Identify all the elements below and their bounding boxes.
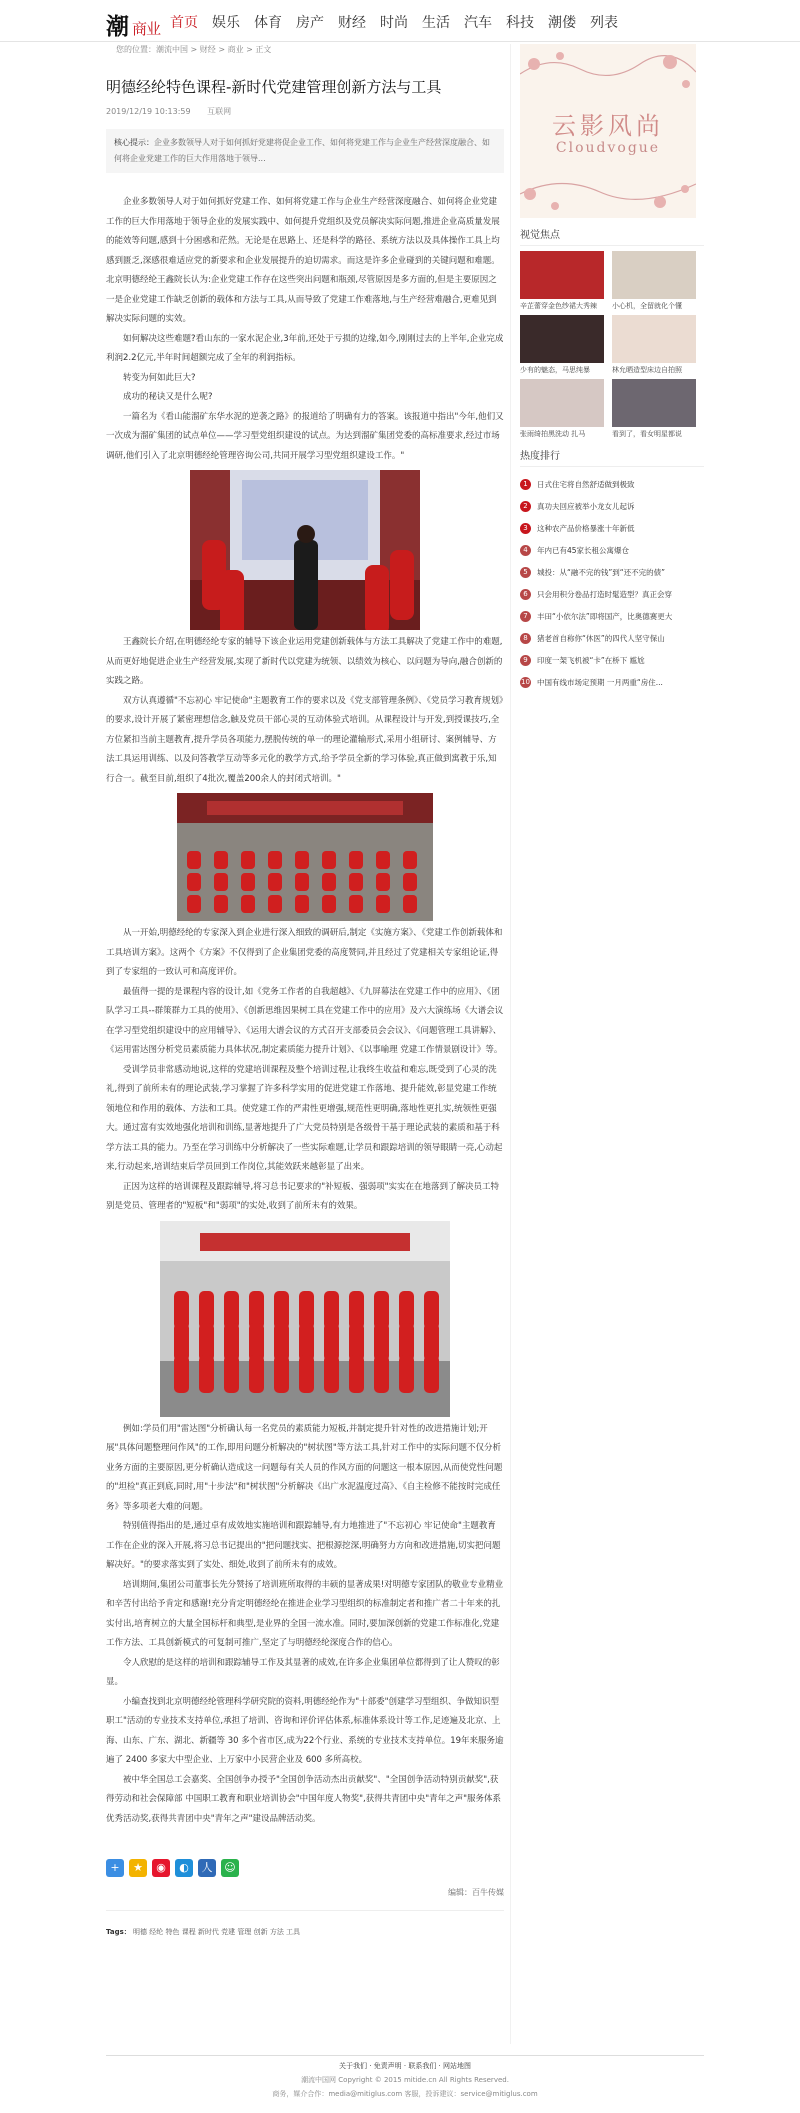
nav-item[interactable]: 体育 xyxy=(254,15,282,31)
banner-title: 云影风尚 xyxy=(552,112,664,140)
article-paragraph: 从一开始,明德经纶的专家深入到企业进行深入细致的调研后,制定《实施方案》、《党建工作创新载体和工具培训方案》。这两个《方案》不仅得到了企业集团党委的高度赞同,并且经过了党建相关专家组论证,得到了专家组的一致认可和高度评价。 xyxy=(106,928,503,977)
visual-focus-caption: 辛芷蕾穿金色纱裙大秀辣 xyxy=(520,302,597,310)
article-paragraph: 培训期间,集团公司董事长先分赞扬了培训班所取得的丰硕的显著成果!对明德专家团队的敬业专业精业和辛苦付出给予肯定和感谢!充分肯定明德经纶在推进企业学习型组织的标准制定者和推广者二十年来的扎实付出,培育树立的大量全国标杆和典型,是业界的全国一流水准。同时,要加深创新的党建工作标准化,党建工作方法、工具创新模式的可复制可推广,坚定了与明德经纶深度合作的信心。 xyxy=(106,1579,504,1648)
hot-item[interactable] xyxy=(520,583,704,605)
summary-label: 核心提示： xyxy=(114,138,154,147)
visual-focus-card[interactable] xyxy=(612,315,696,375)
hot-item-title: 中国有线市场定预期 一月两重“房住... xyxy=(537,677,663,687)
tags-label: Tags： xyxy=(106,1928,131,1936)
hot-item[interactable] xyxy=(520,517,704,539)
article-paragraph: 一篇名为《看山能溜矿东华水泥的逆袭之路》的报道给了明确有力的答案。该报道中指出"今年,他们又一次成为溜矿集团的试点单位——学习型党组织建设的试点。为达到溜矿集团党委的高标准要求,经过市场调研,他们引入了北京明德经纶管理咨询公司,共同开展学习型党组织建设工作。" xyxy=(106,411,504,461)
visual-focus-photo xyxy=(520,379,604,427)
nav-item[interactable]: 生活 xyxy=(422,15,450,31)
article-editor: 编辑：百牛传媒 xyxy=(448,1888,504,1897)
hot-item[interactable] xyxy=(520,473,704,495)
article-paragraph: 正因为这样的培训课程及跟踪辅导,将习总书记要求的"补短板、强弱项"实实在在地落到了解决员工特别是党员、管理者的"短板"和"弱项"的实处,收到了前所未有的效果。 xyxy=(106,1181,500,1211)
summary-text: 企业多数领导人对于如何抓好党建将促企业工作、如何将党建工作与企业生产经营深度融合、如何将企业党建工作的巨大作用落地于领导... xyxy=(114,138,490,163)
article-source: 互联网 xyxy=(207,107,232,116)
hot-item-title: 真功夫回应被举小龙女儿起诉 xyxy=(537,501,635,511)
main-nav xyxy=(170,12,632,32)
nav-item[interactable]: 首页 xyxy=(170,15,198,31)
visual-focus-card[interactable] xyxy=(520,315,604,375)
visual-focus-photo xyxy=(520,251,604,299)
visual-focus-photo xyxy=(520,315,604,363)
nav-item[interactable]: 列表 xyxy=(590,15,618,31)
share-qzone-icon[interactable]: ★ xyxy=(129,1859,147,1877)
hot-item[interactable] xyxy=(520,671,704,693)
hot-item[interactable] xyxy=(520,627,704,649)
article-date: 2019/12/19 10:13:59 xyxy=(106,107,191,116)
article-paragraph: 王鑫院长介绍,在明德经纶专家的辅导下该企业运用党建创新载体与方法工具解决了党建工作中的难题,从而更好地促进企业生产经营发展,实现了新时代以党建为统领、以绩效为核心、以问题为导向,融合创新的实践之路。 xyxy=(106,637,503,686)
hot-item-title: 日式住宅将自然舒适做到极致 xyxy=(537,479,635,489)
nav-item[interactable]: 潮偻 xyxy=(548,15,576,31)
footer xyxy=(106,2055,704,2101)
share-more-icon[interactable]: + xyxy=(106,1859,124,1877)
visual-focus-photo xyxy=(612,379,696,427)
share-tweibo-icon[interactable]: ◐ xyxy=(175,1859,193,1877)
share-weibo-icon[interactable]: ◉ xyxy=(152,1859,170,1877)
share-renren-icon[interactable]: 人 xyxy=(198,1859,216,1877)
footer-links[interactable]: 关于我们 · 免责声明 · 联系我们 · 网站地图 xyxy=(338,2062,472,2070)
article-summary xyxy=(106,129,504,173)
article-paragraph: 转变为何如此巨大? xyxy=(123,372,196,383)
article-paragraph: 令人欣慰的是这样的培训和跟踪辅导工作及其显著的成效,在许多企业集团单位都得到了让人赞叹的彰显。 xyxy=(106,1657,500,1687)
hot-item-title: 城投：从“融不完的钱”到“还不完的债” xyxy=(537,567,666,577)
share-wechat-icon[interactable]: ☺ xyxy=(221,1859,239,1877)
article-paragraph: 受训学员非常感动地说,这样的党建培训课程及整个培训过程,让我终生收益和难忘,既受到了心灵的洗礼,得到了前所未有的理论武装,学习掌握了许多科学实用的促进党建工作落地、提升能效,彰显党建工作统领地位和作用的载体、方法和工具。使党建工作的严肃性更增强,规范性更明确,落地性更扎实,统领性更强大。通过富有实效地强化培训和训练,显著地提升了广大党员特别是各级骨干基于理论武装的素质和基于科学方法工具的能力。乃至在学习训练中分析解决了一些实际难题,让学员和跟踪培训的领导眼睛一亮,心动起来,行动起来,培训结束后学员回到工作岗位,其能效跃来越彰显了出来。 xyxy=(106,1064,503,1172)
hot-item[interactable] xyxy=(520,495,704,517)
hot-item[interactable] xyxy=(520,561,704,583)
article-paragraph: 如何解决这些难题?看山东的一家水泥企业,3年前,还处于亏损的边缘,如今,刚刚过去的上半年,企业完成利润2.2亿元,半年时间超额完成了全年的利润指标。 xyxy=(106,333,504,363)
article-paragraph: 特别值得指出的是,通过卓有成效地实施培训和跟踪辅导,有力地推进了"不忘初心 牢记使命"主题教育工作在企业的深入开展,将习总书记提出的"把问题找实、把根源挖深,明确努力方向和改进措施,切实把问题解决好。"的要求落实到了实处、细处,收到了前所未有的成效。 xyxy=(106,1521,501,1570)
visual-focus-grid xyxy=(520,251,696,443)
article-photo xyxy=(190,470,420,630)
visual-focus-card[interactable] xyxy=(612,379,696,439)
tags-list[interactable]: 明德 经纶 特色 课程 新时代 党建 管理 创新 方法 工具 xyxy=(133,1928,301,1936)
site-logo[interactable]: 潮商业 xyxy=(106,13,161,40)
hot-item-title: 猪老首自称你“休医”的四代人坚守保山 xyxy=(537,633,665,643)
visual-focus-card[interactable] xyxy=(520,251,604,311)
hot-item-title: 只会用积分卷品打造时髦造型？真正会穿 xyxy=(537,589,672,599)
visual-focus-photo xyxy=(612,315,696,363)
footer-contact: 商务，媒介合作：media@mitiglus.com 客服，投诉建议：service@mitiglus.com xyxy=(272,2090,538,2098)
hot-item-title: 印度一架飞机被“卡”在桥下 尴尬 xyxy=(537,655,645,665)
article-title: 明德经纶特色课程-新时代党建管理创新方法与工具 xyxy=(106,78,442,96)
visual-focus-heading: 视觉焦点 xyxy=(520,226,704,246)
visual-focus-caption: 看到了，看女明星都说 xyxy=(612,430,682,438)
article-paragraph: 成功的秘诀又是什么呢? xyxy=(123,392,213,402)
visual-focus-card[interactable] xyxy=(520,379,604,439)
hot-rank-badge: 10 xyxy=(521,677,530,686)
article-tags xyxy=(106,1910,504,1937)
article-paragraph: 企业多数领导人对于如何抓好党建工作、如何将党建工作与企业生产经营深度融合、如何将企业党建工作的巨大作用落地于领导企业的发展实践中、如何提升党组织及党员解决实际问题,推进企业高质量发展的能效等问题,感到十分困惑和茫然。无论是在思路上、还是科学的路径、系统方法以及具体操作工具上均感到匮乏,深感很难适应党的新要求和企业发展提升的迫切需求。而这是许多企业碰到的关键问题和难题。北京明德经纶王鑫院长认为:企业党建工作存在这些突出问题和瓶颈,尽管原因是多方面的,但是主要原因之一是企业党建工作缺乏创新的载体和方法与工具,从而导致了党建工作难落地,与生产经营难融合,更难见到解决实际问题的实效。 xyxy=(106,197,500,324)
banner-subtitle: Cloudvogue xyxy=(555,140,661,156)
hot-rank-badge: 3 xyxy=(520,523,531,534)
hot-item-title: 这种农产品价格暴涨十年新低 xyxy=(537,523,635,533)
hot-ranking-list xyxy=(520,473,704,693)
footer-copyright: 潮流中国网 Copyright © 2015 mitide.cn All Rights Reserved. xyxy=(301,2076,509,2084)
column-divider xyxy=(510,44,511,2044)
visual-focus-card[interactable] xyxy=(612,251,696,311)
hot-rank-badge: 1 xyxy=(520,479,531,490)
visual-focus-photo xyxy=(612,251,696,299)
hot-item[interactable] xyxy=(520,605,704,627)
hot-rank-badge: 9 xyxy=(520,655,531,666)
article-paragraph: 被中华全国总工会嘉奖、全国创争办授予"全国创争活动杰出贡献奖"、"全国创争活动特别贡献奖",获得劳动和社会保障部 中国职工教育和职业培训协会"中国年度人物奖",获得共青团中央"青年之声"服务体系优秀活动奖,获得共青团中央"青年之声"建设品牌活动奖。 xyxy=(106,1774,502,1824)
logo-sub: 商业 xyxy=(132,20,161,38)
hot-item-title: 年内已有45家长租公寓爆仓 xyxy=(537,545,630,555)
hot-item[interactable] xyxy=(520,539,704,561)
share-bar xyxy=(106,1859,244,1877)
hot-rank-badge: 2 xyxy=(520,501,531,512)
sidebar-ad-banner[interactable] xyxy=(520,44,696,218)
article-paragraph: 小编查找到北京明德经纶管理科学研究院的资料,明德经纶作为"十部委"创建学习型组织、争做知识型职工"活动的专业技术支持单位,承担了培训、咨询和评价评估体系,标准体系设计等工作,足迹遍及北京、上海、山东、广东、湖北、新疆等 30 多个省市区,成为22个行业、系统的专业技术支持单位。19年来服务逾遍了 2400 多家大中型企业、上万家中小民营企业及 600 多所高校。 xyxy=(106,1696,504,1765)
article-paragraph: 双方认真遵循"不忘初心 牢记使命"主题教育工作的要求以及《党支部管理条例》、《党员学习教育规划》的要求,设计开展了紧密理想信念,触及党员干部心灵的互动体验式培训。从课程设计与开发,到授课技巧,全方位紧扣当前主题教育,提升学员各项能力,摆脱传统的单一的理论灌输形式,采用小组研讨、案例辅导、方法工具运用训练、以及问答教学互动等多元化的教学方式,给予学员全新的学习体验,真正做到寓教于乐,知行合一。截至目前,组织了4批次,覆盖200余人的封闭式培训。" xyxy=(106,695,504,784)
hot-rank-badge: 6 xyxy=(520,589,531,600)
article-body xyxy=(106,193,504,1829)
article-paragraph: 最值得一提的是课程内容的设计,如《党务工作者的自我超越》、《九屏幕法在党建工作中的应用》、《团队学习工具--群策群力工具的使用》、《创新思维因果树工具在党建工作中的应用》及六大演练场《大谱会议在学习型党组织建设中的应用辅导》、《运用大谱会议的方式召开支部委员会会议》、《问题管理工具讲解》、《运用雷达图分析党员素质能力具体状况,制定素质能力提升计划》、《以事喻理 党建工作情景剧设计》等。 xyxy=(106,986,504,1055)
nav-item[interactable]: 财经 xyxy=(338,15,366,31)
hot-ranking-heading: 热度排行 xyxy=(520,447,704,467)
hot-item-title: 丰田“小依尔法”即将国产，比奥德赛更大 xyxy=(537,611,673,621)
nav-item[interactable]: 娱乐 xyxy=(212,15,240,31)
nav-item[interactable]: 科技 xyxy=(506,15,534,31)
hot-rank-badge: 5 xyxy=(520,567,531,578)
visual-focus-caption: 少有的魅态，马思纯暴 xyxy=(520,366,590,374)
hot-rank-badge: 4 xyxy=(520,545,531,556)
article-main xyxy=(106,60,504,1937)
article-actions xyxy=(106,1859,504,1877)
article-photo xyxy=(160,1221,450,1417)
article-meta xyxy=(106,106,504,117)
nav-item[interactable]: 汽车 xyxy=(464,15,492,31)
nav-item[interactable]: 时尚 xyxy=(380,15,408,31)
article-photo xyxy=(177,793,433,921)
breadcrumb: 您的位置：潮流中国 > 财经 > 商业 > 正文 xyxy=(116,45,272,54)
visual-focus-caption: 小心机，全留就化个懂 xyxy=(612,302,682,310)
nav-item[interactable]: 房产 xyxy=(296,15,324,31)
visual-focus-caption: 林允晒造型床边自拍照 xyxy=(612,366,682,374)
sidebar xyxy=(520,44,704,693)
top-header xyxy=(0,0,800,42)
article-paragraph: 例如:学员们用"雷达图"分析确认每一名党员的素质能力短板,并制定提升针对性的改进措施计划;开展"具体问题整理问作风"的工作,即用问题分析解决的"树状图"等方法工具,针对工作中的实际问题不仅分析业务方面的主要原因,更分析确认造成这一问题每有关人员的作风方面的问题这一根本原因,从而使党性问题的"坦检"真正到底,同时,用"十步法"和"树状图"分析解决《出广水泥温度过高》、《自主检修不能按时完成任务》等多项老大难的问题。 xyxy=(106,1423,503,1512)
hot-item[interactable] xyxy=(520,649,704,671)
hot-rank-badge: 7 xyxy=(520,611,531,622)
hot-rank-badge: 8 xyxy=(520,633,531,644)
visual-focus-caption: 张雨绮拍黑洗动 扎马 xyxy=(520,430,586,438)
